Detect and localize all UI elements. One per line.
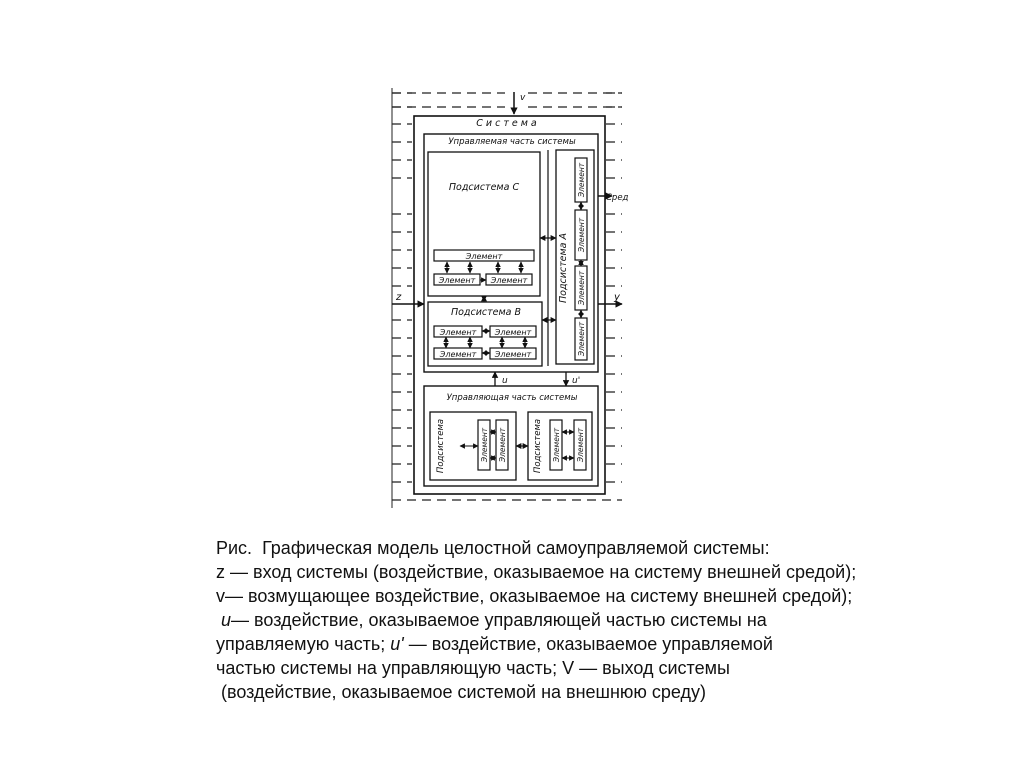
subsystem-label: Подсистема xyxy=(533,418,543,474)
element-label: Элемент xyxy=(480,427,489,463)
v-label: v xyxy=(520,93,526,103)
element-label: Элемент xyxy=(552,427,561,463)
caption-line-4 xyxy=(216,608,996,632)
z-label: z xyxy=(396,292,402,303)
u-prime-label: u' xyxy=(572,376,581,386)
element-label: Элемент xyxy=(439,350,477,359)
caption-line-1: Рис. Графическая модель целостной самоуправляемой системы: xyxy=(216,538,770,558)
element-label: Элемент xyxy=(494,350,532,359)
element-label: Элемент xyxy=(577,270,586,306)
caption-line-5 xyxy=(216,632,996,656)
controlling-part-label: Управляющая часть системы xyxy=(446,393,578,403)
caption-line-5-text-b: — воздействие, оказываемое управляемой xyxy=(403,634,773,654)
caption-line-5-text-a: управляемую часть; xyxy=(216,634,391,654)
element-label: Элемент xyxy=(498,427,507,463)
element-label: Элемент xyxy=(577,217,586,253)
element-label: Элемент xyxy=(439,328,477,337)
caption-line-7: (воздействие, оказываемое системой на внешнюю среду) xyxy=(216,682,707,702)
caption-line-6: частью системы на управляющую часть; V — выход системы xyxy=(216,658,730,678)
u-label: u xyxy=(502,376,508,386)
subsystem-label: Подсистема xyxy=(436,418,446,474)
controlled-part-label: Управляемая часть системы xyxy=(448,137,576,147)
subsystem-a-label: Подсистема А xyxy=(558,232,569,304)
figure-caption xyxy=(216,536,996,704)
element-label: Элемент xyxy=(577,321,586,357)
caption-line-4-text: — воздействие, оказываемое управляющей частью системы на xyxy=(231,610,767,630)
y-label: y xyxy=(614,292,620,303)
caption-u-prime-variable: u' xyxy=(390,634,404,654)
subsystem-b-label: Подсистема В xyxy=(450,307,522,318)
environment-label: Сред xyxy=(606,193,629,203)
subsystem-c-label: Подсистема С xyxy=(448,182,520,193)
element-label: Элемент xyxy=(438,276,476,285)
element-label: Элемент xyxy=(577,162,586,198)
caption-u-variable: u xyxy=(221,610,232,630)
element-label: Элемент xyxy=(494,328,532,337)
element-label: Элемент xyxy=(465,252,503,261)
element-label: Элемент xyxy=(576,427,585,463)
caption-line-2: z — вход системы (воздействие, оказываемое на систему внешней средой); xyxy=(216,562,857,582)
system-label: Система xyxy=(476,118,540,129)
element-label: Элемент xyxy=(490,276,528,285)
caption-line-3: v— возмущающее воздействие, оказываемое на систему внешней средой); xyxy=(216,586,853,606)
